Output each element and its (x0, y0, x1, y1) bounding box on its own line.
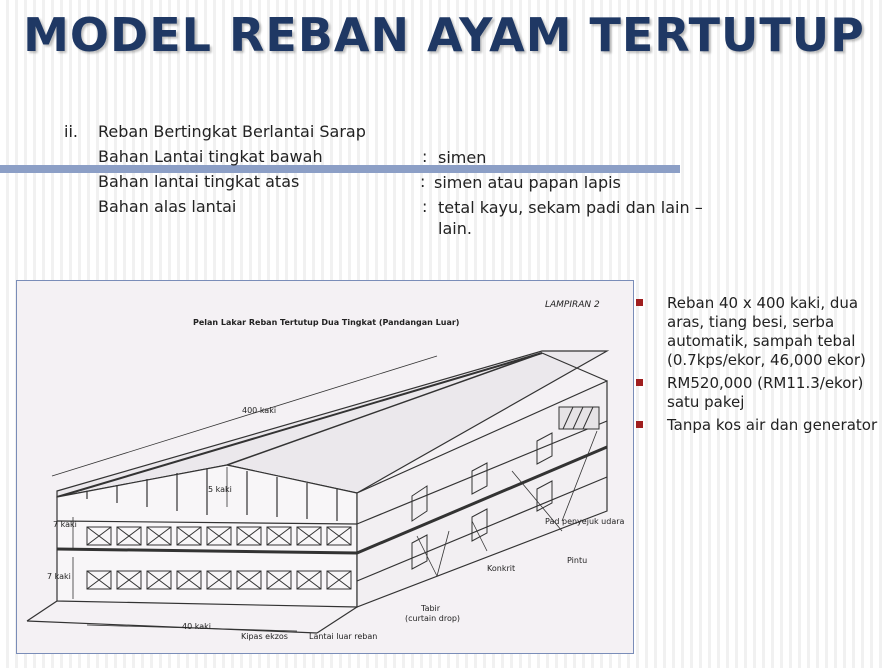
bullet-square-icon (636, 379, 643, 386)
spec-value: simen (438, 148, 487, 167)
spec-label: Bahan Lantai tingkat bawah (98, 147, 323, 166)
bullet-item (636, 374, 886, 412)
coop-drawing (17, 281, 633, 653)
summary-bullets (636, 294, 886, 439)
label-exhaust-fan: Kipas ekzos (241, 632, 288, 641)
label-width: 40 kaki (182, 622, 211, 631)
label-length: 400 kaki (242, 406, 277, 415)
spec-colon: : (420, 172, 426, 191)
diagram-title: Pelan Lakar Reban Tertutup Dua Tingkat (Pandangan Luar) (193, 318, 460, 327)
bullet-square-icon (636, 421, 643, 428)
slide-title: MODEL REBAN AYAM TERTUTUP (23, 8, 865, 62)
coop-diagram (16, 280, 634, 654)
bullet-text: Reban 40 x 400 kaki, dua aras, tiang besi, serba automatik, sampah tebal (0.7kps/ekor, 46,000 ekor) (667, 294, 866, 369)
label-curtain-sub: (curtain drop) (405, 614, 461, 623)
spec-label: Bahan alas lantai (98, 197, 237, 216)
spec-row-litter (64, 197, 704, 238)
label-outer-floor: Lantai luar reban (309, 632, 378, 641)
label-floor-height-upper: 7 kaki (53, 520, 77, 529)
label-concrete: Konkrit (487, 564, 516, 573)
bullet-text: Tanpa kos air dan generator (667, 416, 878, 434)
spec-row-upper-floor (64, 172, 704, 197)
spec-row-lower-floor (64, 147, 704, 172)
bullet-item (636, 416, 886, 435)
spec-list (64, 122, 704, 238)
spec-heading: Reban Bertingkat Berlantai Sarap (98, 122, 366, 141)
bullet-item (636, 294, 886, 370)
label-floor-height-lower: 7 kaki (47, 572, 71, 581)
spec-colon: : (422, 197, 428, 216)
spec-value: tetal kayu, sekam padi dan lain – lain. (438, 198, 703, 238)
spec-value: simen atau papan lapis (434, 173, 621, 192)
label-door: Pintu (567, 556, 588, 565)
label-roof-height: 5 kaki (208, 485, 232, 494)
spec-heading-row (64, 122, 704, 147)
bullet-text: RM520,000 (RM11.3/ekor) satu pakej (667, 374, 864, 411)
spec-label: Bahan lantai tingkat atas (98, 172, 300, 191)
spec-colon: : (422, 147, 428, 166)
label-curtain: Tabir (421, 604, 441, 613)
diagram-stamp: LAMPIRAN 2 (545, 300, 600, 310)
label-cooling-pad: Pad penyejuk udara (545, 517, 625, 526)
bullet-square-icon (636, 299, 643, 306)
spec-number: ii. (64, 122, 78, 141)
